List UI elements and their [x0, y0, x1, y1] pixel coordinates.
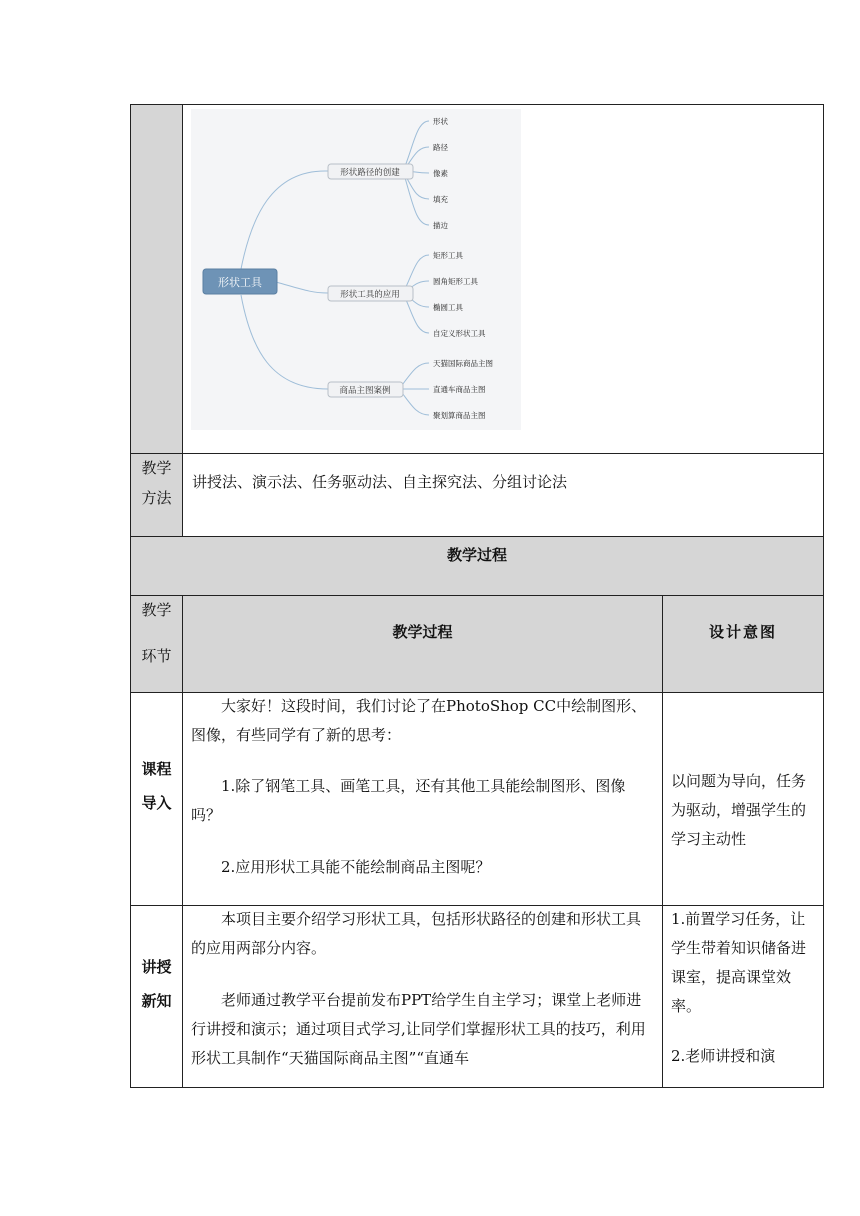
mindmap-leaf: 椭圆工具 — [433, 303, 463, 312]
column-stage-cell — [130, 595, 183, 693]
intro-intent: 以问题为导向，任务为驱动，增强学生的学习主动性 — [671, 772, 807, 848]
lecture-paragraph-2: 老师通过教学平台提前发布PPT给学生自主学习；课堂上老师进行讲授和演示；通过项目式学习,让同学们掌握形状工具的技巧，利用形状工具制作“天猫国际商品主图”“直通车 — [191, 991, 646, 1067]
mindmap-diagram — [191, 109, 521, 430]
intro-intent-cell — [662, 692, 824, 906]
mindmap-leaf: 圆角矩形工具 — [433, 277, 478, 286]
lecture-paragraph-1: 本项目主要介绍学习形状工具，包括形状路径的创建和形状工具的应用两部分内容。 — [191, 910, 642, 957]
lecture-label-line2: 新知 — [141, 992, 172, 1010]
mindmap-leaf: 矩形工具 — [433, 251, 463, 260]
methods-label-line1: 教学 — [141, 459, 172, 477]
lecture-intent-cell — [662, 905, 824, 1088]
methods-label-cell — [130, 453, 183, 537]
lecture-label-cell — [130, 905, 183, 1088]
lecture-intent-2: 2.老师讲授和演 — [671, 1047, 776, 1065]
lecture-label-line1: 讲授 — [141, 958, 172, 976]
lecture-intent-1: 1.前置学习任务，让学生带着知识储备进课室，提高课堂效率。 — [671, 910, 807, 1015]
mindmap-leaf: 填充 — [433, 195, 448, 204]
intro-process-cell — [182, 692, 663, 906]
mindmap-leaf: 天猫国际商品主图 — [433, 359, 493, 368]
mindmap-leaf: 直通车商品主图 — [433, 385, 486, 394]
lecture-process-cell — [182, 905, 663, 1088]
intro-label-line2: 导入 — [141, 794, 172, 812]
mindmap-branch-text: 形状工具的应用 — [340, 290, 400, 300]
mindmap-root-text: 形状工具 — [218, 276, 262, 289]
column-intent-header: 设计意图 — [708, 623, 777, 641]
mindmap-cell — [182, 104, 824, 454]
mindmap-leaf: 路径 — [433, 143, 448, 152]
intro-label-cell — [130, 692, 183, 906]
column-intent-cell — [662, 595, 824, 693]
mindmap-leaf: 描边 — [433, 221, 448, 230]
process-header-cell — [130, 536, 824, 596]
column-process-cell — [182, 595, 663, 693]
mindmap-leaf: 像素 — [433, 169, 448, 178]
methods-label-line2: 方法 — [141, 489, 172, 507]
mindmap-branch-text: 商品主图案例 — [339, 386, 391, 396]
methods-text-cell — [182, 453, 824, 537]
mindmap-label-cell — [130, 104, 183, 454]
intro-label-line1: 课程 — [141, 760, 172, 778]
intro-paragraph-1: 大家好！这段时间，我们讨论了在PhotoShop CC中绘制图形、图像，有些同学有了新的思考： — [191, 697, 647, 744]
mindmap-leaf: 形状 — [433, 117, 448, 126]
column-process-header: 教学过程 — [392, 623, 453, 641]
mindmap-branch-text: 形状路径的创建 — [340, 168, 400, 178]
process-header: 教学过程 — [446, 546, 507, 564]
methods-text: 讲授法、演示法、任务驱动法、自主探究法、分组讨论法 — [192, 473, 568, 491]
intro-paragraph-3: 2.应用形状工具能不能绘制商品主图呢？ — [221, 858, 491, 876]
mindmap-leaf: 聚划算商品主图 — [433, 411, 486, 420]
column-stage-line2: 环节 — [141, 647, 172, 665]
intro-paragraph-2: 1.除了钢笔工具、画笔工具，还有其他工具能绘制图形、图像吗？ — [191, 777, 626, 824]
mindmap-leaf: 自定义形状工具 — [433, 329, 486, 338]
column-stage-line1: 教学 — [141, 601, 172, 619]
